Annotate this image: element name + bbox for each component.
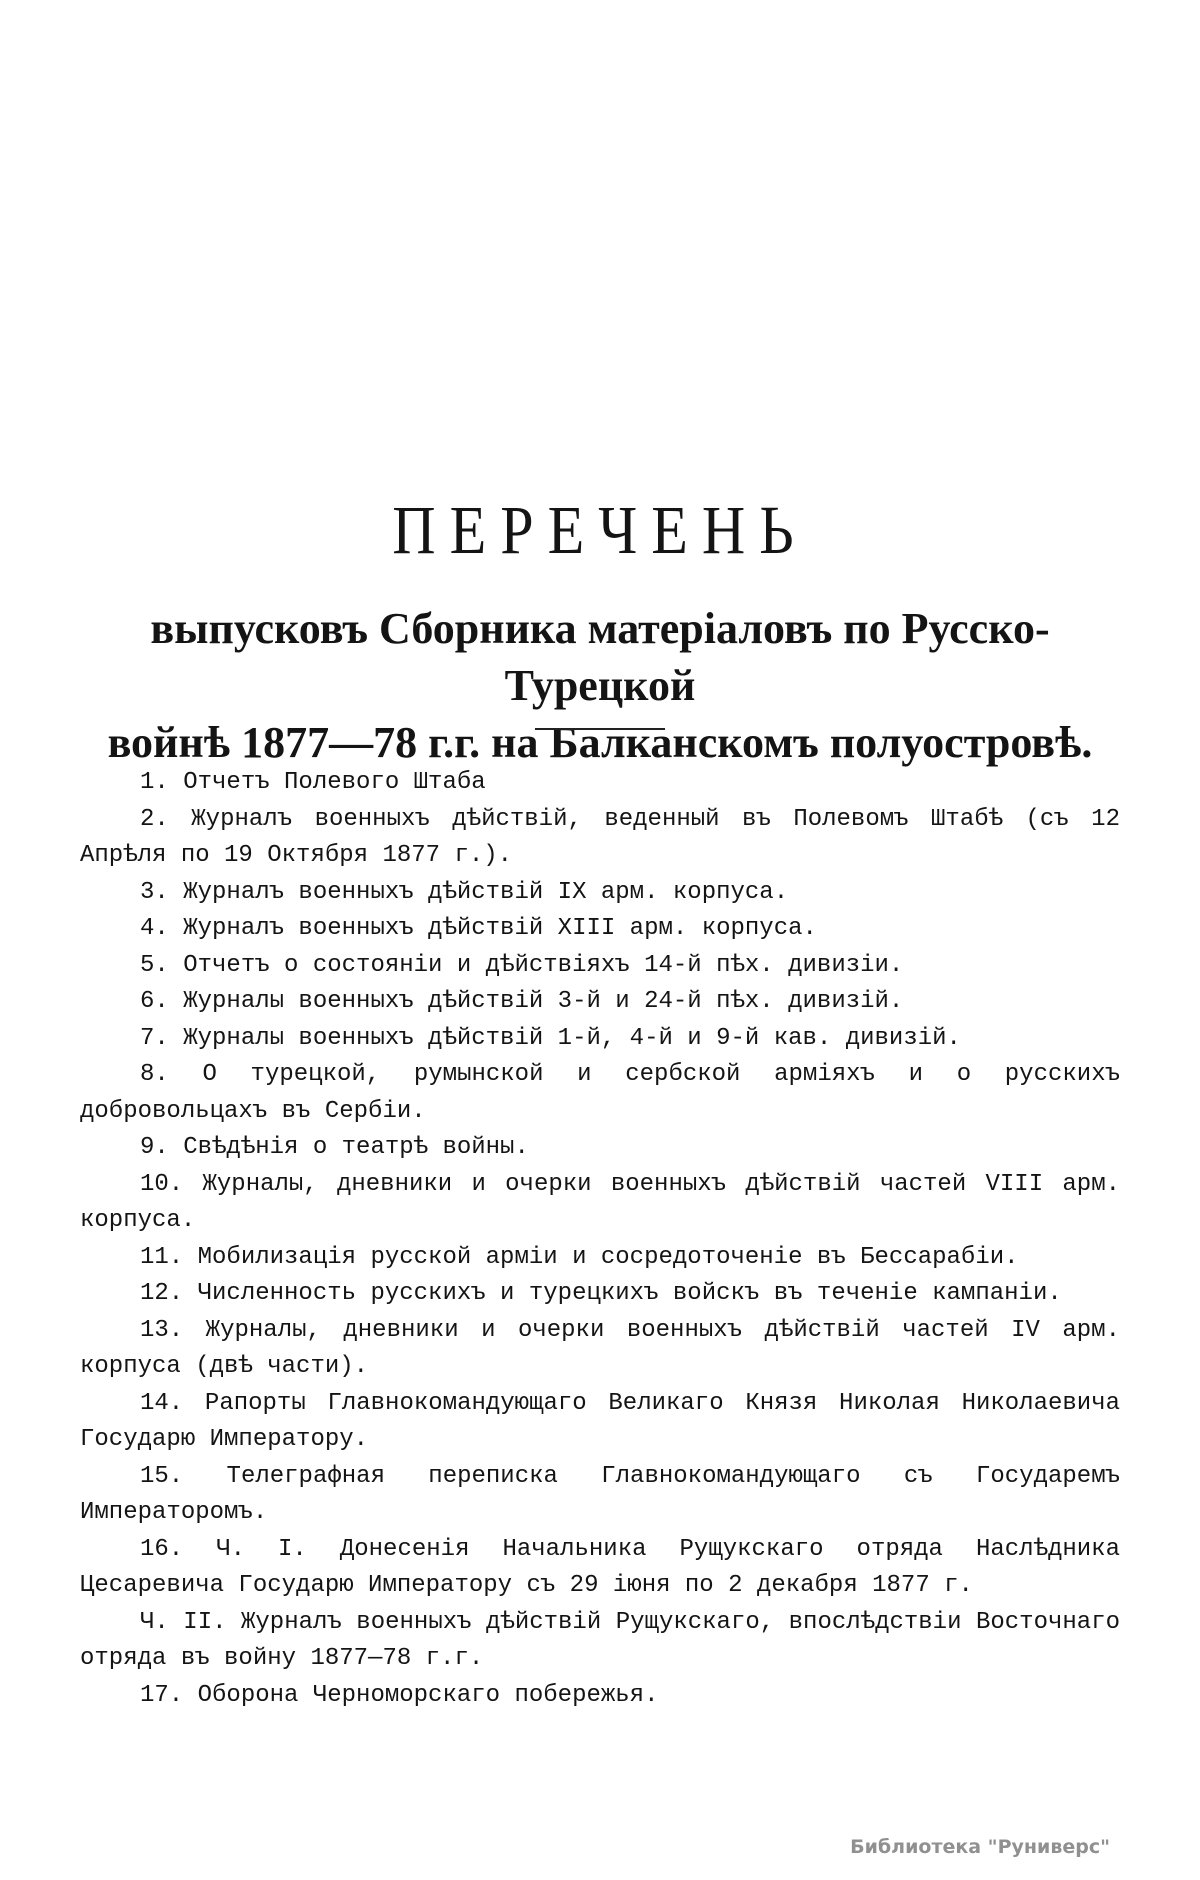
list-item: 14. Рапорты Главнокомандующаго Великаго Князя Николая Николаевича Государю Императору. [80,1389,1120,1453]
list-item: 4. Журналъ военныхъ дѣйствій XIII арм. корпуса. [140,915,817,942]
list-item: 12. Численность русскихъ и турецкихъ войскъ въ теченіе кампаніи. [140,1280,1062,1307]
library-watermark: Библиотека "Руниверс" [850,1836,1110,1858]
list-item: 2. Журналъ военныхъ дѣйствій, веденный въ Полевомъ Штабѣ (съ 12 Апрѣля по 19 Октября 1877 г.). [80,805,1120,869]
page-title: ПЕРЕЧЕНЬ [392,492,808,568]
list-item: 17. Оборона Черноморскаго побережья. [140,1681,659,1709]
list-item: 5. Отчетъ о состояніи и дѣйствіяхъ 14-й пѣх. дивизіи. [140,951,904,979]
list-item: 1. Отчетъ Полевого Штаба [140,769,486,796]
list-item-sub: Ч. II. Журналъ военныхъ дѣйствій Рущукскаго, впослѣдствіи Восточнаго отряда въ войну 1877—78 г.г. [80,1608,1120,1672]
subtitle-line-1: выпусковъ Сборника матеріаловъ по Русско-Турецкой [150,604,1050,710]
list-item: 13. Журналы, дневники и очерки военныхъ дѣйствій частей IV арм. корпуса (двѣ части). [80,1316,1120,1380]
list-item: 15. Телеграфная переписка Главнокомандующаго съ Государемъ Императоромъ. [80,1462,1120,1526]
subtitle-line-2: войнѣ 1877—78 г.г. на Балканскомъ полуостровѣ. [107,718,1093,767]
list-item: 7. Журналы военныхъ дѣйствій 1-й, 4-й и 9-й кав. дивизій. [140,1024,961,1052]
list-item: 3. Журналъ военныхъ дѣйствій IX арм. корпуса. [140,878,789,906]
list-item: 10. Журналы, дневники и очерки военныхъ дѣйствій частей VIII арм. корпуса. [80,1170,1120,1234]
list-item: 16. Ч. I. Донесенія Начальника Рущукскаго отряда Наслѣдника Цесаревича Государю Императору съ 29 іюня по 2 декабря 1877 г. [80,1535,1120,1599]
list-item: 6. Журналы военныхъ дѣйствій 3-й и 24-й пѣх. дивизій. [140,988,904,1015]
page-subtitle [60,600,1140,771]
divider-rule [535,728,665,730]
list-item: 8. О турецкой, румынской и сербской арміяхъ и о русскихъ добровольцахъ въ Сербіи. [80,1061,1120,1125]
list-item: 9. Свѣдѣнія о театрѣ войны. [140,1134,529,1161]
issues-list [80,765,1120,1714]
list-item: 11. Мобилизація русской арміи и сосредоточеніе въ Бессарабіи. [140,1243,1019,1271]
